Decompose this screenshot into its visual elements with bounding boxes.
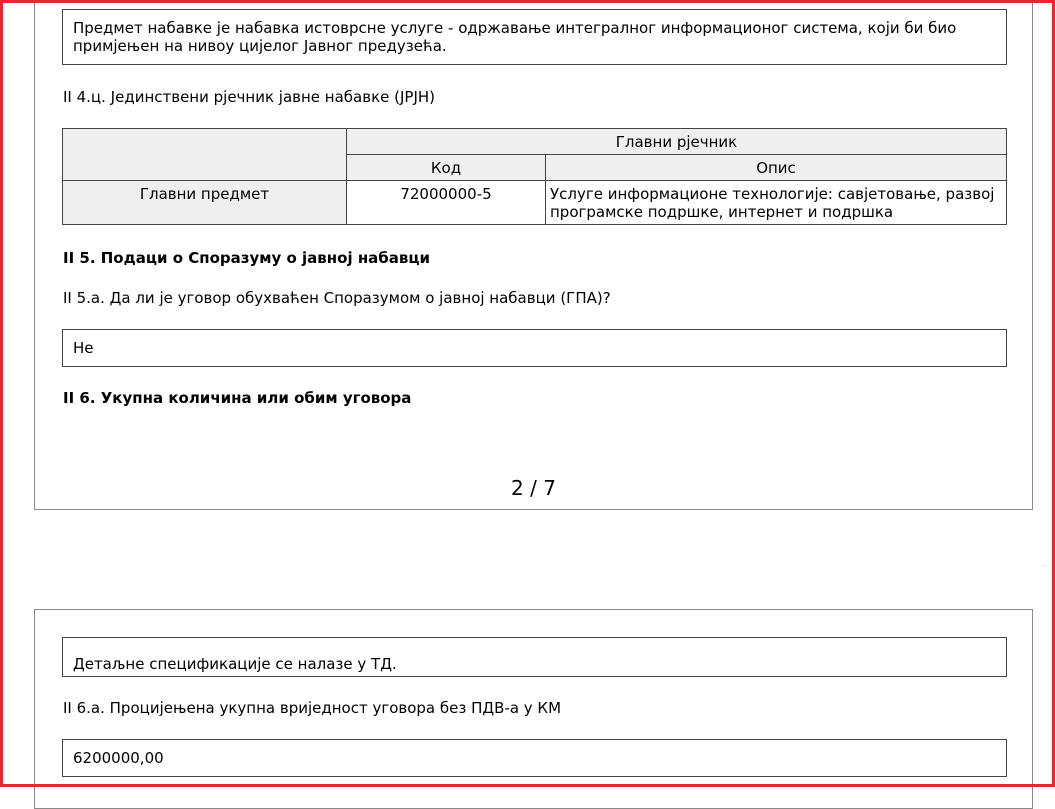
gpa-answer-box	[62, 329, 1007, 367]
cpv-table-row-desc: Услуге информационе технологије: савјетовање, развој програмске подршке, интернет и подршка	[546, 181, 1007, 225]
document-page	[34, 609, 1033, 809]
document-page	[34, 0, 1033, 510]
estimated-value-text: 6200000,00	[73, 749, 164, 767]
cpv-label: II 4.ц. Јединствени рјечник јавне набавке (JPJH)	[63, 88, 436, 106]
details-box	[62, 637, 1007, 677]
cpv-table-empty-corner	[63, 129, 347, 181]
estimated-value-label: II 6.а. Процијењена укупна вриједност уговора без ПДВ-а у КМ	[63, 699, 562, 717]
details-text: Детаљне спецификације се налазе у ТД.	[73, 655, 397, 673]
cpv-table	[62, 128, 1007, 225]
subject-description-text: Предмет набавке је набавка истоврсне услуге - одржавање интегралног информационог система, који би био примјењен на нивоу цијелог Јавног предузећа.	[73, 19, 957, 55]
cpv-table-desc-header: Опис	[546, 155, 1007, 181]
section-6-heading: II 6. Укупна количина или обим уговора	[63, 389, 412, 407]
cpv-table-row-code: 72000000-5	[347, 181, 546, 225]
stray-mark: .	[1044, 561, 1046, 568]
subject-description-box	[62, 9, 1007, 65]
estimated-value-box	[62, 739, 1007, 777]
section-5-heading: II 5. Подаци о Споразуму о јавној набавци	[63, 249, 431, 267]
gpa-answer-text: Не	[73, 339, 94, 357]
cpv-table-group-header: Главни рјечник	[347, 129, 1007, 155]
cpv-table-code-header: Код	[347, 155, 546, 181]
cpv-table-row-label: Главни предмет	[63, 181, 347, 225]
gpa-question-label: II 5.а. Да ли је уговор обухваћен Споразумом о јавној набавци (ГПА)?	[63, 289, 611, 307]
page-number: 2 / 7	[511, 476, 556, 500]
